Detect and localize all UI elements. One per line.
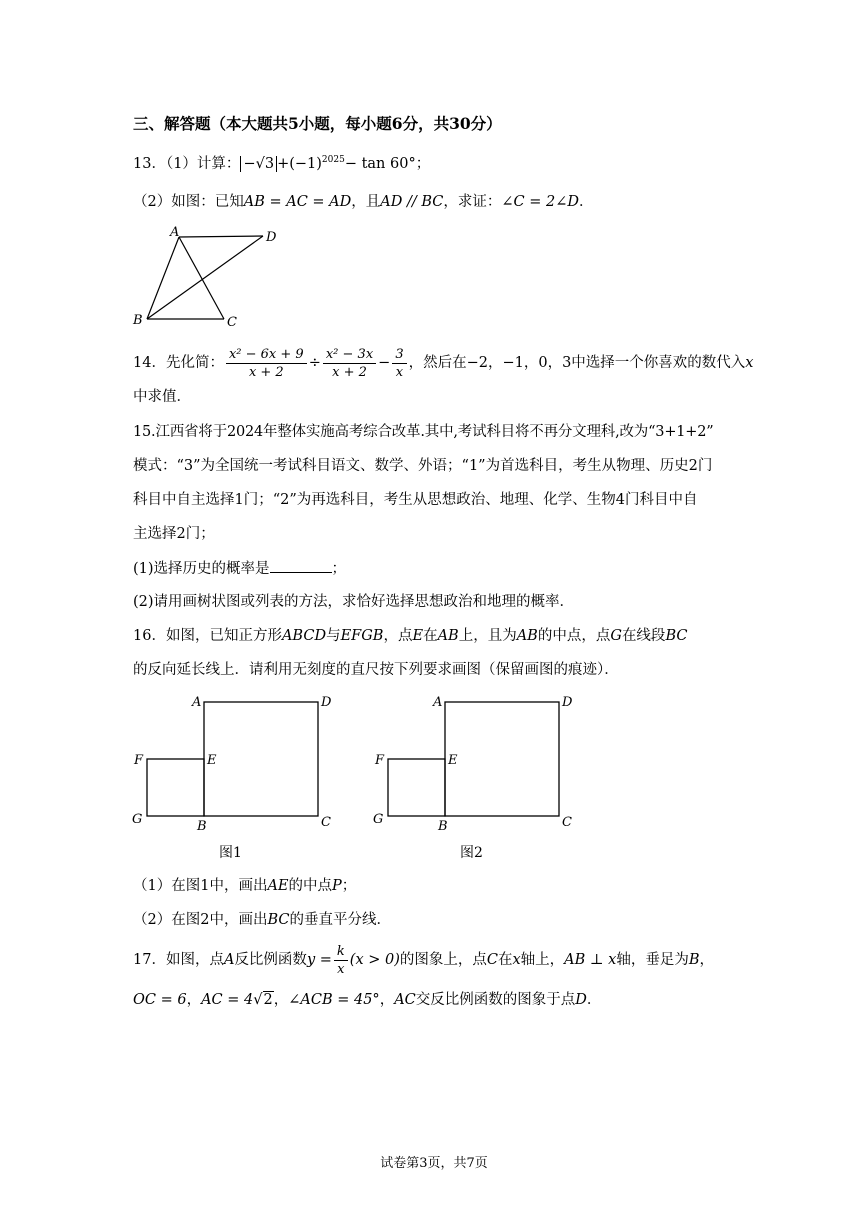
- q17-e: 轴，垂足为: [616, 952, 689, 968]
- fig2-label-g: G: [373, 812, 384, 827]
- q17-k: ．: [586, 992, 602, 1008]
- q14-lead: 14．先化简：: [133, 355, 224, 371]
- q16-sq2: EFGB: [340, 628, 384, 644]
- q14-f3-den: x: [395, 364, 404, 380]
- q17-func-lhs: y =: [306, 952, 332, 968]
- q15-answer-blank[interactable]: [270, 558, 332, 573]
- q16-l1-d: 在: [423, 628, 438, 644]
- q14-var: x: [745, 355, 754, 371]
- q13-p1-mid: +(−1): [277, 155, 322, 172]
- q17-sqrt-sign: √: [253, 992, 263, 1008]
- fig2-label-d: D: [562, 695, 573, 710]
- fig2-square-efgb: [388, 759, 445, 816]
- q16-point-e: E: [412, 628, 424, 644]
- q13-p1-lead: 13．（1）计算：: [133, 155, 241, 172]
- q13-part2: [133, 192, 594, 212]
- q17-b: 的图象上，点: [399, 952, 487, 968]
- q13-segment-ab: [147, 237, 179, 319]
- q16-sub1: [133, 876, 356, 896]
- q16-sub2: [133, 910, 391, 930]
- q15-line1: 15.江西省将于2024年整体实施高考综合改革.其中,考试科目将不再分文理科,改为“3+1+2”: [133, 424, 714, 440]
- q17-func-den: x: [337, 961, 345, 977]
- q14-op1: ÷: [308, 355, 321, 371]
- q13-p2-goal: ∠C = 2∠D: [501, 194, 579, 210]
- q16-sub1-a: （1）在图1中，画出: [133, 878, 268, 894]
- fig1-label-g: G: [132, 812, 143, 827]
- q17-axis: x: [512, 952, 521, 968]
- q14-tail: ，然后在−2，−1，0，3中选择一个你喜欢的数代入: [408, 355, 746, 371]
- q13-p2-a: （2）如图：已知: [133, 194, 244, 210]
- q17-g: ，: [186, 992, 202, 1008]
- q16-point-g: G: [610, 628, 622, 644]
- q15-sub2: (2)请用画树状图或列表的方法，求恰好选择思想政治和地理的概率．: [133, 594, 575, 610]
- fig2-label-b: B: [438, 819, 448, 834]
- q16-sub1-p: P: [332, 878, 342, 894]
- q17-point-d: D: [575, 992, 587, 1008]
- fig2-label-c: C: [562, 815, 572, 830]
- q17-sqrt-radicand: 2: [263, 992, 273, 1008]
- q13-exponent: 2025: [321, 155, 345, 165]
- q16-l1-e: 上，且为: [458, 628, 517, 644]
- q15-line4: 主选择2门；: [133, 526, 215, 542]
- q13-segment-bd: [147, 236, 263, 319]
- q17-lead: 17．如图，点: [133, 952, 224, 968]
- q14-f3-num: 3: [392, 346, 406, 364]
- q17-line2: [133, 990, 601, 1010]
- q16-sub2-a: （2）在图2中，画出: [133, 912, 268, 928]
- q17-f: ，: [699, 952, 714, 968]
- q16-l1-b: 与: [326, 628, 341, 644]
- q13-abs-sqrt3: −√3: [240, 156, 277, 172]
- q14-f2-den: x + 2: [332, 364, 367, 380]
- q17-oc: OC = 6: [133, 992, 187, 1008]
- q14-f1-num: x² − 6x + 9: [226, 346, 307, 364]
- q14-f2-num: x² − 3x: [323, 346, 376, 364]
- q13-p2-b: ，且: [351, 194, 381, 210]
- q17-point-b: B: [688, 952, 700, 968]
- q13-segment-ad: [179, 236, 263, 237]
- q16-figure-1: [128, 690, 348, 835]
- q13-p2-c: ，求证：: [443, 194, 502, 210]
- q16-sub1-seg: AE: [267, 878, 289, 894]
- q17-func-num: k: [334, 943, 348, 961]
- q13-part1: [133, 150, 430, 174]
- fig1-label-d: D: [321, 695, 332, 710]
- q16-sq1: ABCD: [281, 628, 327, 644]
- fig1-label-a: A: [192, 695, 202, 710]
- q17-func-fraction: [334, 943, 348, 978]
- fig1-label-e: E: [207, 753, 217, 768]
- q13-label-d: D: [266, 230, 277, 245]
- q17-j: 交反比例函数的图象于点: [415, 992, 576, 1008]
- q14-op2: −: [378, 355, 391, 371]
- fig1-square-abcd: [204, 702, 318, 816]
- q14-line1: [133, 345, 753, 381]
- q17-func-domain: (x > 0): [349, 952, 400, 968]
- q17-angle: ∠ACB = 45°: [288, 992, 380, 1008]
- q16-line1: [133, 626, 687, 646]
- q17-point-a: A: [223, 952, 235, 968]
- q16-figure-2: [368, 690, 588, 835]
- q13-p2-end: ．: [579, 194, 594, 210]
- q16-sub2-b: 的垂直平分线．: [289, 912, 391, 928]
- q16-sub2-seg: BC: [267, 912, 290, 928]
- q17-line1: [133, 942, 714, 978]
- q14-fraction-2: [323, 346, 376, 381]
- q17-d: 轴上，: [520, 952, 565, 968]
- q17-a: 反比例函数: [234, 952, 307, 968]
- fig1-label-b: B: [197, 819, 207, 834]
- section-title: 三、解答题（本大题共5小题，每小题6分，共30分）: [133, 114, 502, 133]
- q16-seg-ab2: AB: [516, 628, 538, 644]
- q16-l1-f: 的中点，点: [537, 628, 611, 644]
- q16-l1-c: ，点: [383, 628, 413, 644]
- q13-label-a: A: [170, 225, 180, 240]
- fig2-label-e: E: [448, 753, 458, 768]
- q16-fig1-caption: 图1: [219, 845, 242, 861]
- fig2-label-f: F: [375, 753, 385, 768]
- q13-segment-ac: [179, 237, 224, 319]
- q16-fig2-caption: 图2: [460, 845, 483, 861]
- page-footer: 试卷第3页，共7页: [380, 1156, 488, 1171]
- q17-perp: AB ⊥ x: [564, 952, 617, 968]
- q15-sub1-text: (1)选择历史的概率是: [133, 561, 270, 577]
- q15-line3: 科目中自主选择1门；“2”为再选科目，考生从思想政治、地理、化学、生物4门科目中自: [133, 492, 698, 508]
- q16-l1-g: 在线段: [621, 628, 666, 644]
- q17-point-c: C: [486, 952, 498, 968]
- q17-c: 在: [497, 952, 513, 968]
- q13-p2-eq: AB = AC = AD: [243, 194, 352, 210]
- q16-sub1-c: ；: [341, 878, 357, 894]
- q17-h: ，: [273, 992, 289, 1008]
- fig2-label-a: A: [433, 695, 443, 710]
- q14-fraction-1: [226, 346, 307, 381]
- q13-p1-tail: − tan 60°；: [344, 155, 431, 172]
- fig1-square-efgb: [147, 759, 204, 816]
- q16-seg-bc: BC: [665, 628, 688, 644]
- q13-figure: [128, 222, 288, 332]
- q17-seg-ac: AC: [394, 992, 416, 1008]
- q14-fraction-3: [392, 346, 406, 381]
- q17-i: ，: [379, 992, 395, 1008]
- q16-line2: 的反向延长线上．请利用无刻度的直尺按下列要求画图（保留画图的痕迹）．: [133, 662, 619, 678]
- q15-sub1-end: ；: [331, 561, 347, 577]
- q16-sub1-b: 的中点: [288, 878, 333, 894]
- q13-label-c: C: [227, 315, 237, 330]
- q13-label-b: B: [133, 313, 143, 328]
- q15-sub1: [133, 558, 346, 579]
- q16-seg-ab: AB: [437, 628, 459, 644]
- q17-ac: AC = 4: [201, 992, 254, 1008]
- fig2-square-abcd: [445, 702, 559, 816]
- q14-f1-den: x + 2: [248, 364, 284, 380]
- q13-p2-par: AD // BC: [380, 194, 444, 210]
- q15-line2: 模式：“3”为全国统一考试科目语文、数学、外语；“1”为首选科目，考生从物理、历史2门: [133, 458, 713, 474]
- fig1-label-f: F: [134, 753, 144, 768]
- q14-line2: 中求值．: [133, 389, 191, 405]
- fig1-label-c: C: [321, 815, 331, 830]
- q16-l1-a: 16．如图，已知正方形: [133, 628, 282, 644]
